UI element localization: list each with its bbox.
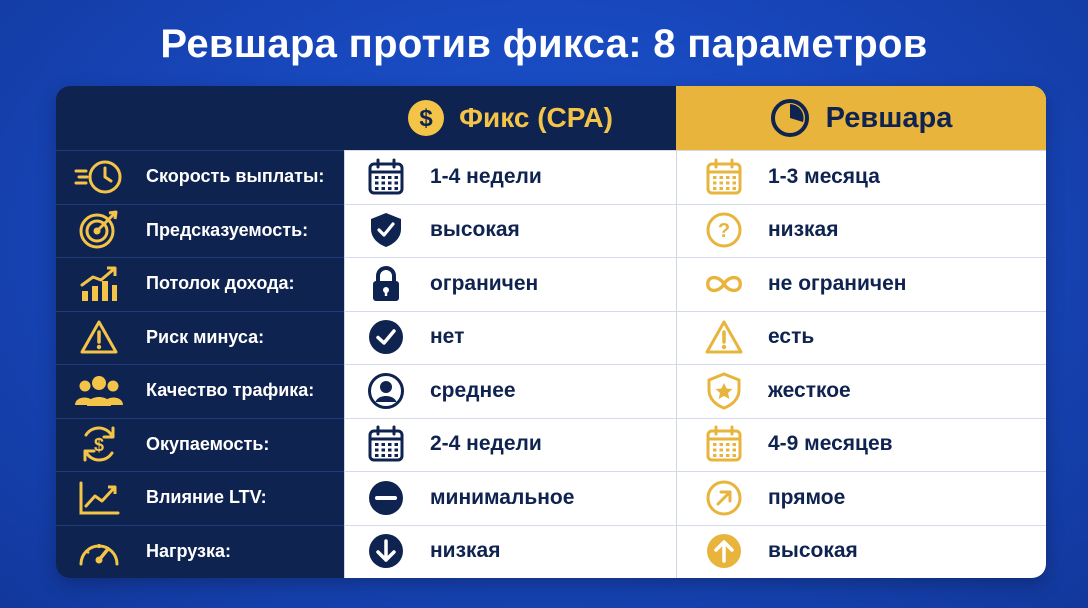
fast-clock-icon <box>56 158 142 196</box>
revshare-value: не ограничен <box>768 271 907 295</box>
parameter-cell <box>56 471 344 525</box>
table-row <box>56 364 1046 418</box>
parameter-cell <box>56 150 344 204</box>
parameter-label: Качество трафика: <box>146 380 315 401</box>
fix-value-cell <box>364 471 574 525</box>
warning-icon <box>702 319 746 355</box>
table-row <box>56 257 1046 311</box>
fix-value-cell <box>364 204 520 258</box>
fix-value: минимальное <box>430 485 575 509</box>
fix-value-cell <box>364 257 538 311</box>
revshare-value: 4-9 месяцев <box>768 432 893 456</box>
parameter-cell <box>56 257 344 311</box>
svg-text:$: $ <box>93 435 105 456</box>
fix-value-cell <box>364 311 464 365</box>
parameter-label: Влияние LTV: <box>146 487 267 508</box>
revshare-value: высокая <box>768 539 858 563</box>
parameter-cell <box>56 204 344 258</box>
parameter-cell <box>56 311 344 365</box>
fix-value: высокая <box>430 218 520 242</box>
svg-text:$: $ <box>419 105 433 132</box>
calendar-icon <box>364 158 408 196</box>
fix-value: среднее <box>430 378 516 402</box>
arrow-up-right-circle-icon <box>702 479 746 517</box>
dollar-coin-icon <box>407 99 445 137</box>
parameter-label: Окупаемость: <box>146 433 270 454</box>
parameter-cell <box>56 418 344 472</box>
fix-header-label: Фикс (CPA) <box>459 102 613 133</box>
revshare-value-cell <box>702 364 851 418</box>
revshare-value: есть <box>768 325 815 349</box>
revshare-value-cell <box>702 257 906 311</box>
parameter-label: Скорость выплаты: <box>146 166 325 187</box>
shield-check-icon <box>364 211 408 249</box>
infinity-icon <box>702 269 746 299</box>
table-row <box>56 471 1046 525</box>
question-icon <box>702 211 746 249</box>
lock-icon <box>364 265 408 303</box>
revshare-value: прямое <box>768 485 846 509</box>
minus-circle-icon <box>364 479 408 517</box>
parameter-label: Риск минуса: <box>146 326 265 347</box>
table-row <box>56 204 1046 258</box>
gauge-icon <box>56 534 142 568</box>
revshare-value: 1-3 месяца <box>768 164 880 188</box>
comparison-table <box>56 86 1046 578</box>
revshare-header-label: Ревшара <box>825 101 953 134</box>
revshare-header <box>676 86 1046 150</box>
fix-value-cell <box>364 364 516 418</box>
revshare-value-cell <box>702 418 893 472</box>
fix-value: нет <box>430 325 465 349</box>
fix-value-cell <box>364 525 500 579</box>
table-row <box>56 311 1046 365</box>
trend-line-icon <box>56 480 142 516</box>
table-row <box>56 525 1046 579</box>
arrow-down-circle-icon <box>364 532 408 570</box>
fix-value: низкая <box>430 539 501 563</box>
calendar-icon <box>364 425 408 463</box>
fix-value: ограничен <box>430 271 539 295</box>
fix-header <box>344 86 676 150</box>
page-title: Ревшара против фикса: 8 параметров <box>160 22 928 66</box>
revshare-value-cell <box>702 150 880 204</box>
target-icon <box>56 210 142 250</box>
revshare-value-cell <box>702 204 838 258</box>
parameter-label: Потолок дохода: <box>146 273 295 294</box>
fix-value: 2-4 недели <box>430 432 542 456</box>
check-circle-icon <box>364 318 408 356</box>
table-row <box>56 150 1046 204</box>
revshare-value: низкая <box>768 218 839 242</box>
fix-value-cell <box>364 418 542 472</box>
parameter-label: Предсказуемость: <box>146 219 309 240</box>
user-circle-icon <box>364 372 408 410</box>
table-row <box>56 418 1046 472</box>
parameter-cell <box>56 525 344 579</box>
growth-bars-icon <box>56 265 142 303</box>
parameter-label: Нагрузка: <box>146 540 231 561</box>
star-shield-icon <box>702 372 746 410</box>
arrow-up-circle-icon <box>702 532 746 570</box>
revshare-value-cell <box>702 311 814 365</box>
revshare-value: жесткое <box>768 378 851 402</box>
parameter-cell <box>56 364 344 418</box>
warning-icon <box>56 319 142 355</box>
svg-text:?: ? <box>717 220 731 243</box>
users-group-icon <box>56 374 142 408</box>
revshare-value-cell <box>702 471 845 525</box>
calendar-icon <box>702 425 746 463</box>
revshare-value-cell <box>702 525 858 579</box>
fix-value-cell <box>364 150 542 204</box>
fix-value: 1-4 недели <box>430 164 542 188</box>
pie-chart-icon <box>770 98 810 138</box>
calendar-icon <box>702 158 746 196</box>
money-cycle-icon <box>56 423 142 465</box>
